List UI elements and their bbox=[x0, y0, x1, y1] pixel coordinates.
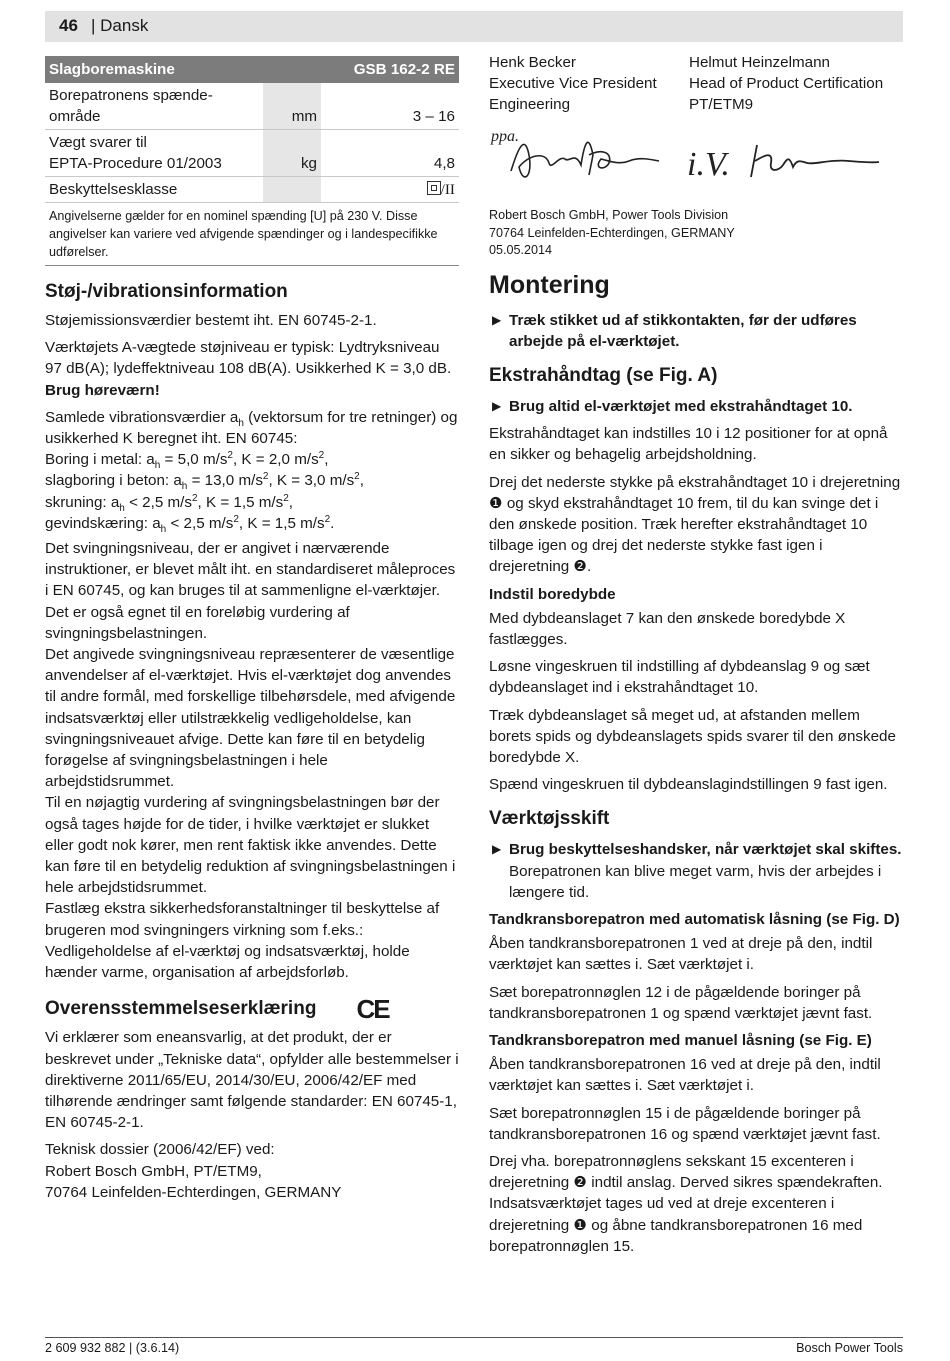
skift-heading: Værktøjsskift bbox=[489, 808, 610, 830]
spec-model: GSB 162-2 RE bbox=[321, 56, 459, 83]
boredybde-p1: Med dybdeanslaget 7 kan den ønskede boredybde X fastlægges. bbox=[489, 609, 846, 648]
noise-p1: Støjemissionsværdier bestemt iht. EN 60745-2-1. bbox=[45, 312, 377, 329]
language-label: | Dansk bbox=[91, 16, 149, 35]
right-column bbox=[489, 52, 903, 1263]
row-label: Beskyttelsesklasse bbox=[45, 177, 263, 203]
spec-note: Angivelserne gælder for en nominel spænding [U] på 230 V. Disse angivelser kan variere ved afvigende spændinger og i landespecifikke udførelser. bbox=[45, 203, 459, 266]
row-label: Vægt svarer til EPTA-Procedure 01/2003 bbox=[45, 130, 263, 177]
manuel-p3: Drej vha. borepatronnøglens sekskant 15 excenteren i drejeretning ❷ indtil anslag. Derved sikres spændekraften. Indsatsværktøjet tages ud ved at dreje excenteren i drejeretning ❶ og åbne tandkransborepatronen 16 med borepatronnøglen 15. bbox=[489, 1153, 883, 1255]
boredybde-p2: Løsne vingeskruen til indstilling af dybdeanslag 9 og sæt dybdeanslaget ind i ekstrahåndtaget 10. bbox=[489, 658, 870, 697]
montering-warning: ▶ Træk stikket ud af stikkontakten, før der udføres arbejde på el-værktøjet. bbox=[492, 311, 857, 350]
row-unit bbox=[263, 177, 321, 203]
footer-brand: Bosch Power Tools bbox=[796, 1341, 903, 1355]
conformity-p2: Teknisk dossier (2006/42/EF) ved: Robert Bosch GmbH, PT/ETM9, 70764 Leinfelden-Echterdingen, GERMANY bbox=[45, 1141, 342, 1201]
signature-prefix-2: i.V. bbox=[687, 146, 730, 183]
noise-p5: Til en nøjagtig vurdering af svingningsbelastningen bør der også tages højde for de tider, i hvilke værktøjet er slukket eller godt nok kører, men rent faktisk ikke anvendes. Dette kan føre til en betydelig reduktion af svingningsbelastningen i hele arbejdstidsrummet. bbox=[45, 794, 456, 897]
boredybde-p3: Træk dybdeanslaget så meget ud, at afstanden mellem borets spids og dybdeanslagets spids svarer til den ønskede boredybde X. bbox=[489, 706, 896, 766]
ekstra-bullet: ▶ Brug altid el-værktøjet med ekstrahåndtaget 10. bbox=[489, 396, 903, 417]
row-label: Borepatronens spænde- område bbox=[45, 83, 263, 130]
conformity-heading: Overensstemmelseserklæring CE bbox=[45, 994, 389, 1025]
company-address: Robert Bosch GmbH, Power Tools Division 70764 Leinfelden-Echterdingen, GERMANY 05.05.2014 bbox=[489, 208, 735, 257]
table-row bbox=[45, 130, 459, 177]
page-number: 46 bbox=[59, 16, 78, 35]
boredybde-heading: Indstil boredybde bbox=[489, 585, 616, 603]
table-row bbox=[45, 177, 459, 203]
signatures bbox=[489, 115, 903, 207]
signature-prefix-1: ppa. bbox=[491, 128, 519, 145]
manuel-heading: Tandkransborepatron med manuel låsning (se Fig. E) bbox=[489, 1031, 872, 1049]
skift-bullet: ▶ Brug beskyttelseshandsker, når værktøjet skal skiftes. Borepatronen kan blive meget varm, hvis der arbejdes i længere tid. bbox=[492, 841, 902, 901]
ekstra-p1: Ekstrahåndtaget kan indstilles 10 i 12 positioner for at opnå en sikker og behagelig arbejdsholdning. bbox=[489, 425, 888, 464]
manuel-p2: Sæt borepatronnøglen 15 i de pågældende boringer på tandkransborepatronen 16 og spænd værktøjet jævnt fast. bbox=[489, 1104, 881, 1143]
spec-table-header bbox=[45, 56, 459, 83]
left-column bbox=[45, 56, 459, 1209]
ekstra-heading: Ekstrahåndtag (se Fig. A) bbox=[489, 364, 718, 386]
signature-images bbox=[489, 115, 903, 207]
noise-heading: Støj-/vibrationsinformation bbox=[45, 281, 288, 302]
spec-table bbox=[45, 56, 459, 203]
noise-p6: Fastlæg ekstra sikkerhedsforanstaltninger til beskyttelse af brugeren mod svingningers virkning som f.eks.: Vedligeholdelse af el-værktøj og indsatsværktøj, holde hænder varme, organisation af arbejdsforløb. bbox=[45, 900, 440, 982]
noise-p4: Det angivede svingningsniveau repræsenterer de væsentlige anvendelser af el-værktøjet. Hvis el-værktøjet dog anvendes til andre formål, med forskellige tilbehørsdele, med afvigende indsatsværktøj eller utilstrækkelig vedligeholdelse, kan svingningsniveauet afvige. Dette kan føre til en betydelig forøgelse af svingningsbelastningen i hele arbejdstidsrummet. bbox=[45, 646, 456, 791]
manuel-p1: Åben tandkransborepatronen 16 ved at dreje på den, indtil værktøjet kan sættes i. Sæt værktøjet i. bbox=[489, 1056, 881, 1095]
boredybde-p4: Spænd vingeskruen til dybdeanslagindstillingen 9 fast igen. bbox=[489, 776, 888, 794]
conformity-p1: Vi erklærer som eneansvarlig, at det produkt, der er beskrevet under „Tekniske data“, opfylder alle bestemmelser i direktiverne 2011/65/EU, 2014/30/EU, 2006/42/EF med tilhørende ændringer samt følgende standarder: EN 60745-1, EN 60745-2-1. bbox=[45, 1029, 459, 1132]
row-value: 3 – 16 bbox=[321, 83, 459, 130]
footer-doc-number: 2 609 932 882 | (3.6.14) bbox=[45, 1341, 180, 1355]
auto-p2: Sæt borepatronnøglen 12 i de pågældende boringer på tandkransborepatronen 1 og spænd værktøjet jævnt fast. bbox=[489, 983, 873, 1022]
montering-heading: Montering bbox=[489, 270, 610, 299]
signature-becker bbox=[511, 142, 659, 177]
spec-title: Slagboremaskine bbox=[45, 56, 321, 83]
page-footer bbox=[45, 1337, 903, 1355]
row-value: 4,8 bbox=[321, 130, 459, 177]
triangle-bullet-icon: ▶ bbox=[492, 398, 502, 413]
table-row bbox=[45, 83, 459, 130]
vibration-values: Samlede vibrationsværdier $a_h$ (vektorsum for tre retninger) og usikkerhed K beregnet iht. EN 60745: Boring i metal: $a_h = 5,0$ $m/s^2$, K = 2,0 $m/s^2$, slagboring i beton: $a_h = 13,0$ $m/s^2$, K = 3,0 $m/s^2$, skruning: $a_h < 2,5$ $m/s^2$, K = 1,5 $m/s^2$, gevindskæring: $a_h < 2,5$ $m/s^2$, K = 1,5 $m/s^2$. bbox=[45, 408, 458, 535]
signatory-1: Henk Becker Executive Vice President Engineering bbox=[489, 54, 657, 113]
signature-heinzelmann bbox=[751, 145, 879, 177]
ce-mark-icon: CE bbox=[356, 994, 389, 1025]
noise-warning: Brug høreværn! bbox=[45, 381, 160, 399]
triangle-bullet-icon: ▶ bbox=[492, 842, 502, 857]
page-header bbox=[45, 11, 903, 42]
noise-p3: Det svingningsniveau, der er angivet i nærværende instruktioner, er blevet målt iht. en standardiseret måleproces i EN 60745, og kan bruges til at sammenligne el-værktøjer. Det er også egnet til en foreløbig vurdering af svingningsbelastningen. bbox=[45, 540, 456, 642]
protection-class-icon bbox=[427, 181, 441, 195]
row-value: /II bbox=[321, 177, 459, 203]
noise-p2: Værktøjets A-vægtede støjniveau er typisk: Lydtryksniveau 97 dB(A); lydeffektniveau 108 dB(A). Usikkerhed K = 3,0 dB. bbox=[45, 339, 452, 378]
auto-p1: Åben tandkransborepatronen 1 ved at dreje på den, indtil værktøjet kan sættes i. Sæt værktøjet i. bbox=[489, 935, 873, 974]
signatory-names bbox=[489, 52, 903, 115]
ekstra-p2: Drej det nederste stykke på ekstrahåndtaget 10 i drejeretning ❶ og skyd ekstrahåndtaget 10 frem, til du kan svinge det i den ønskede position. Træk herefter ekstrahåndtaget 10 tilbage igen og drej det nederste stykke fast igen i drejeretning ❷. bbox=[489, 473, 901, 576]
row-unit: kg bbox=[263, 130, 321, 177]
triangle-bullet-icon: ▶ bbox=[492, 312, 502, 327]
row-unit: mm bbox=[263, 83, 321, 130]
signatory-2: Helmut Heinzelmann Head of Product Certification PT/ETM9 bbox=[689, 54, 884, 113]
auto-heading: Tandkransborepatron med automatisk låsning (se Fig. D) bbox=[489, 910, 900, 928]
